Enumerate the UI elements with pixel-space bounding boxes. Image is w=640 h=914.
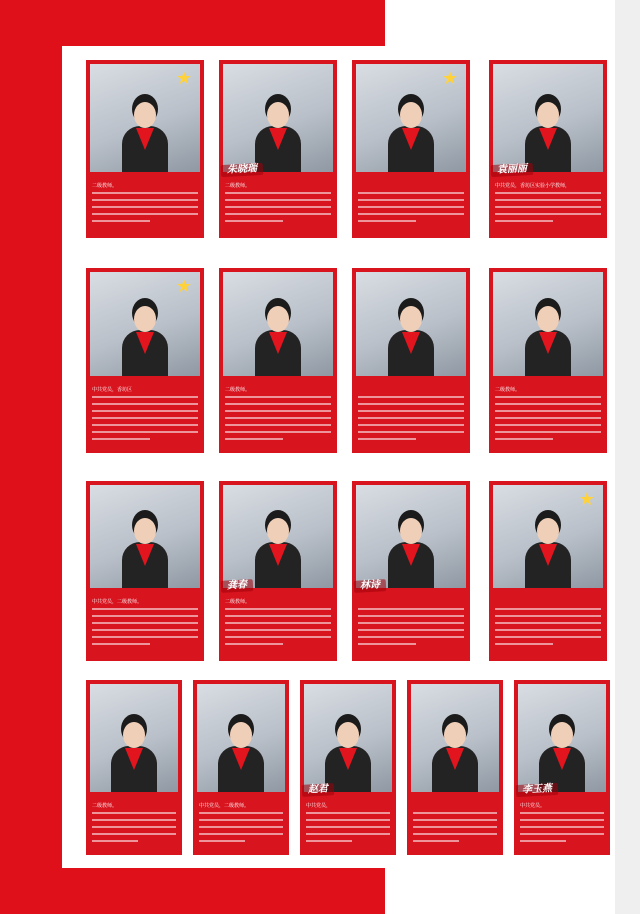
text-line [306, 819, 390, 821]
teacher-photo [356, 485, 466, 588]
red-scarf [402, 544, 420, 566]
text-line [358, 192, 464, 194]
teacher-photo [356, 272, 466, 376]
teacher-figure [111, 722, 157, 792]
text-line [92, 410, 198, 412]
bio-text-lines [358, 192, 464, 227]
text-line [495, 431, 601, 433]
text-line [225, 622, 331, 624]
red-scarf [553, 748, 571, 770]
red-scarf [402, 332, 420, 354]
teacher-card [352, 481, 470, 661]
teacher-head [537, 518, 559, 544]
text-line [358, 615, 464, 617]
text-line [495, 192, 601, 194]
text-line [306, 833, 390, 835]
text-line [358, 438, 416, 440]
teacher-bio: 中共党员，二级教师。 [92, 599, 143, 605]
teacher-bio: 中共党员，香坊区 [92, 387, 133, 393]
text-line [92, 615, 198, 617]
bio-text-lines [358, 608, 464, 650]
teacher-card [489, 60, 607, 238]
teacher-bio: 中共党员， [306, 803, 332, 809]
teacher-name: 李玉燕 [516, 783, 559, 797]
teacher-bio: 中共党员。 [520, 803, 546, 809]
text-line [358, 643, 416, 645]
red-scarf [539, 544, 557, 566]
teacher-card [489, 481, 607, 661]
text-line [92, 417, 198, 419]
text-line [92, 206, 198, 208]
text-line [92, 431, 198, 433]
teacher-photo [223, 485, 333, 588]
text-line [92, 629, 198, 631]
teacher-head [230, 722, 252, 748]
text-line [358, 213, 464, 215]
text-line [225, 417, 331, 419]
teacher-photo [493, 272, 603, 376]
teacher-photo [90, 64, 200, 172]
text-line [225, 431, 331, 433]
text-line [413, 840, 459, 842]
red-scarf [402, 128, 420, 150]
teacher-name: 龚春 [221, 579, 254, 593]
text-line [495, 410, 601, 412]
right-margin-strip [615, 0, 640, 914]
bio-text-lines [199, 812, 283, 847]
teacher-card [86, 481, 204, 661]
teacher-photo [304, 684, 392, 792]
red-scarf [269, 332, 287, 354]
teacher-bio: 二级教师。 [495, 387, 521, 393]
text-line [495, 636, 601, 638]
text-line [495, 220, 553, 222]
teacher-bio: 二级教师。 [92, 803, 118, 809]
bio-text-lines [495, 396, 601, 445]
bio-text-lines [225, 192, 331, 227]
teacher-photo [90, 485, 200, 588]
red-scarf [539, 128, 557, 150]
text-line [92, 213, 198, 215]
red-scarf [136, 128, 154, 150]
teacher-head [123, 722, 145, 748]
teacher-head [134, 306, 156, 332]
red-scarf [339, 748, 357, 770]
text-line [495, 622, 601, 624]
teacher-head [537, 306, 559, 332]
teacher-card [219, 268, 337, 453]
teacher-head [337, 722, 359, 748]
teacher-card [352, 60, 470, 238]
text-line [225, 199, 331, 201]
red-top-band [0, 0, 385, 46]
text-line [358, 417, 464, 419]
teacher-figure [325, 722, 371, 792]
text-line [225, 615, 331, 617]
text-line [495, 608, 601, 610]
teacher-head [400, 306, 422, 332]
text-line [92, 403, 198, 405]
text-line [225, 410, 331, 412]
teacher-name: 朱晓瑞 [221, 163, 264, 177]
text-line [520, 833, 604, 835]
teacher-figure [388, 518, 434, 588]
teacher-photo [223, 64, 333, 172]
text-line [306, 840, 352, 842]
text-line [358, 424, 464, 426]
teacher-card [86, 680, 182, 855]
text-line [306, 826, 390, 828]
text-line [413, 833, 497, 835]
text-line [225, 220, 283, 222]
teacher-photo [90, 684, 178, 792]
bio-text-lines [358, 396, 464, 445]
star-icon: ★ [175, 68, 192, 89]
teacher-bio: 中共党员，二级教师。 [199, 803, 250, 809]
bio-text-lines [495, 192, 601, 227]
teacher-figure [388, 306, 434, 376]
teacher-photo [493, 64, 603, 172]
bio-text-lines [92, 192, 198, 227]
text-line [520, 819, 604, 821]
teacher-head [537, 102, 559, 128]
teacher-head [400, 518, 422, 544]
text-line [225, 206, 331, 208]
teacher-figure [255, 306, 301, 376]
red-bottom-band [0, 866, 385, 914]
text-line [358, 622, 464, 624]
bio-text-lines [225, 608, 331, 650]
teacher-head [400, 102, 422, 128]
text-line [92, 643, 150, 645]
teacher-figure [255, 518, 301, 588]
text-line [358, 629, 464, 631]
teacher-card [352, 268, 470, 453]
text-line [358, 206, 464, 208]
red-scarf [269, 544, 287, 566]
teacher-figure [122, 518, 168, 588]
teacher-head [267, 518, 289, 544]
star-icon: ★ [578, 489, 595, 510]
bio-text-lines [306, 812, 390, 847]
text-line [495, 396, 601, 398]
teacher-head [134, 518, 156, 544]
text-line [495, 615, 601, 617]
text-line [358, 396, 464, 398]
bio-text-lines [92, 608, 198, 650]
text-line [92, 220, 150, 222]
text-line [358, 410, 464, 412]
teacher-bio: 二级教师。 [225, 599, 251, 605]
text-line [413, 826, 497, 828]
text-line [92, 812, 176, 814]
text-line [495, 199, 601, 201]
text-line [413, 812, 497, 814]
teacher-card [489, 268, 607, 453]
teacher-card [514, 680, 610, 855]
text-line [225, 213, 331, 215]
text-line [495, 643, 553, 645]
teacher-card [300, 680, 396, 855]
teacher-bio: 中共党员，香坊区实验小学教师， [495, 183, 571, 189]
red-scarf [125, 748, 143, 770]
text-line [225, 424, 331, 426]
text-line [358, 636, 464, 638]
text-line [495, 213, 601, 215]
teacher-photo [356, 64, 466, 172]
teacher-bio: 二级教师。 [92, 183, 118, 189]
teacher-head [134, 102, 156, 128]
text-line [92, 199, 198, 201]
red-scarf [446, 748, 464, 770]
teacher-card [86, 268, 204, 453]
teacher-bio: 二级教师。 [225, 387, 251, 393]
star-icon: ★ [175, 276, 192, 297]
text-line [495, 403, 601, 405]
text-line [92, 438, 150, 440]
teacher-head [267, 306, 289, 332]
teacher-figure [388, 102, 434, 172]
teacher-photo [197, 684, 285, 792]
teacher-bio: 二级教师。 [225, 183, 251, 189]
red-scarf [269, 128, 287, 150]
text-line [495, 417, 601, 419]
text-line [92, 622, 198, 624]
bio-text-lines [413, 812, 497, 847]
text-line [225, 608, 331, 610]
teacher-figure [218, 722, 264, 792]
teacher-figure [539, 722, 585, 792]
bio-text-lines [495, 608, 601, 650]
teacher-photo [90, 272, 200, 376]
teacher-figure [525, 102, 571, 172]
text-line [520, 840, 566, 842]
text-line [225, 192, 331, 194]
teacher-head [551, 722, 573, 748]
bio-text-lines [92, 812, 176, 847]
text-line [520, 812, 604, 814]
teacher-name: 赵君 [302, 783, 335, 797]
text-line [199, 840, 245, 842]
teacher-figure [255, 102, 301, 172]
text-line [520, 826, 604, 828]
star-icon: ★ [441, 68, 458, 89]
red-scarf [232, 748, 250, 770]
teacher-figure [122, 306, 168, 376]
teacher-photo [223, 272, 333, 376]
text-line [92, 636, 198, 638]
text-line [358, 608, 464, 610]
red-left-band [0, 0, 62, 914]
text-line [199, 833, 283, 835]
text-line [358, 403, 464, 405]
teacher-card [193, 680, 289, 855]
text-line [358, 431, 464, 433]
text-line [495, 438, 553, 440]
bio-text-lines [225, 396, 331, 445]
red-scarf [136, 544, 154, 566]
teacher-figure [525, 306, 571, 376]
teacher-figure [432, 722, 478, 792]
text-line [92, 192, 198, 194]
text-line [225, 629, 331, 631]
text-line [413, 819, 497, 821]
text-line [92, 424, 198, 426]
text-line [495, 629, 601, 631]
text-line [199, 819, 283, 821]
teacher-photo [411, 684, 499, 792]
teacher-head [444, 722, 466, 748]
teacher-name: 林诗 [354, 579, 387, 593]
teacher-card [219, 60, 337, 238]
text-line [225, 438, 283, 440]
teacher-photo [493, 485, 603, 588]
text-line [358, 199, 464, 201]
text-line [92, 396, 198, 398]
teacher-photo [518, 684, 606, 792]
teacher-card [407, 680, 503, 855]
teacher-card [86, 60, 204, 238]
text-line [306, 812, 390, 814]
text-line [199, 812, 283, 814]
text-line [225, 636, 331, 638]
red-scarf [539, 332, 557, 354]
text-line [225, 643, 283, 645]
bio-text-lines [92, 396, 198, 445]
text-line [92, 819, 176, 821]
text-line [92, 833, 176, 835]
teacher-card [219, 481, 337, 661]
text-line [495, 206, 601, 208]
teacher-name: 袁丽丽 [491, 163, 534, 177]
bio-text-lines [520, 812, 604, 847]
text-line [92, 826, 176, 828]
text-line [199, 826, 283, 828]
teacher-figure [122, 102, 168, 172]
text-line [495, 424, 601, 426]
text-line [92, 840, 138, 842]
text-line [225, 396, 331, 398]
teacher-figure [525, 518, 571, 588]
text-line [225, 403, 331, 405]
text-line [358, 220, 416, 222]
teacher-head [267, 102, 289, 128]
text-line [92, 608, 198, 610]
red-scarf [136, 332, 154, 354]
